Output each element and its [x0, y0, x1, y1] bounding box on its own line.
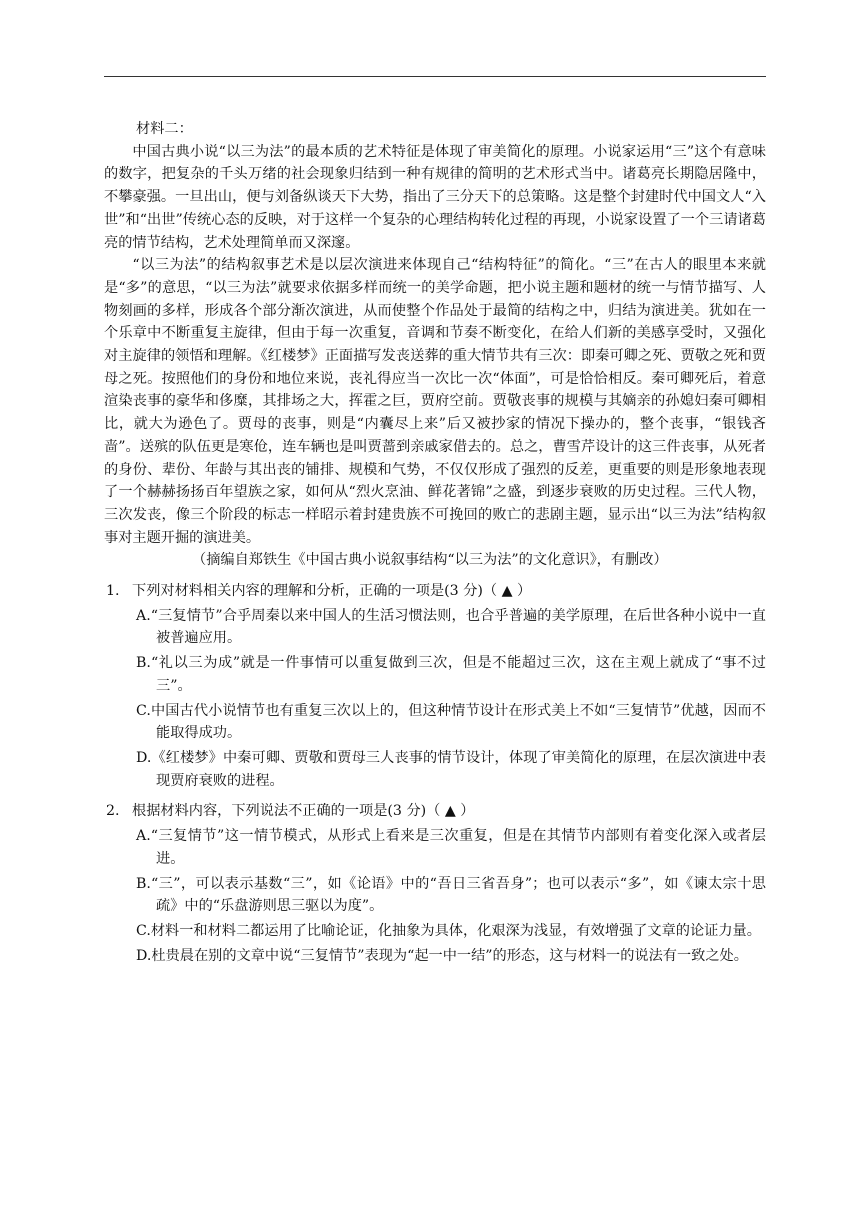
option-b	[104, 873, 766, 918]
option-c	[104, 920, 766, 943]
option-c	[104, 700, 766, 745]
option-text: 材料一和材料二都运用了比喻论证，化抽象为具体，化艰深为浅显，有效增强了文章的论证力量。	[150, 922, 761, 939]
option-a	[104, 825, 766, 870]
question-number: 1.	[106, 583, 120, 600]
option-text: “三复情节”合乎周秦以来中国人的生活习惯法则，也合乎普遍的美学原理，在后世各种小说中一直被普遍应用。	[150, 607, 766, 647]
question-text: 下列对材料相关内容的理解和分析，正确的一项是(3 分)（ ▲ ）	[132, 583, 532, 600]
option-letter: A.	[136, 828, 151, 845]
material-title: 材料二：	[136, 121, 193, 137]
header-rule	[104, 76, 766, 77]
question-1	[104, 580, 766, 792]
option-text: 《红楼梦》中秦可卿、贾敬和贾母三人丧事的情节设计，体现了审美简化的原理，在层次演进中表现贾府衰败的进程。	[151, 749, 766, 789]
option-text: “三复情节”这一情节模式，从形式上看来是三次重复，但是在其情节内部则有着变化深入或者层进。	[150, 828, 766, 867]
material-paragraph-2: “以三为法”的结构叙事艺术是以层次演进来体现自己“结构特征”的简化。“三”在古人的眼里本来就是“多”的意思，“以三为法”就要求依据多样而统一的美学命题，把小说主题和题材的统一与情节描写、人物刻画的多样，形成各个部分渐次演进，从而使整个作品处于最简的结构之中，归结为演进美。犹如在一个乐章中不断重复主旋律，但由于每一次重复，音调和节奏不断变化，在给人们新的美感享受时，又强化对主旋律的领悟和理解。《红楼梦》正面描写发丧送葬的重大情节共有三次：即秦可卿之死、贾敬之死和贾母之死。按照他们的身份和地位来说，丧礼得应当一次比一次“体面”，可是恰恰相反。秦可卿死后，着意渲染丧事的豪华和侈糜，其排场之大，挥霍之巨，贾府空前。贾敬丧事的规模与其嫡亲的孙媳妇秦可卿相比，就大为逊色了。贾母的丧事，则是“内囊尽上来”后又被抄家的情况下操办的，整个丧事，“银钱吝啬”。送殡的队伍更是寒伧，连车辆也是叫贾蔷到亲戚家借去的。总之，曹雪芹设计的这三件丧事，从死者的身份、辈份、年龄与其出丧的铺排、规模和气势，不仅仅形成了强烈的反差，更重要的则是形象地表现了一个赫赫扬扬百年望族之家，如何从“烈火烹油、鲜花著锦”之盛，到逐步衰败的历史过程。三代人物，三次发丧，像三个阶段的标志一样昭示着封建贵族不可挽回的败亡的悲剧主题，显示出“以三为法”结构叙事对主题开掘的演进美。	[104, 257, 766, 546]
source-citation: （摘编自郑铁生《中国古典小说叙事结构“以三为法”的文化意识》，有删改）	[192, 552, 668, 569]
option-text: “三”，可以表示基数“三”，如《论语》中的“吾日三省吾身”；也可以表示“多”，如《谏太宗十思疏》中的“乐盘游则思三驱以为度”。	[150, 875, 766, 915]
option-d	[104, 945, 766, 968]
option-text: 中国古代小说情节也有重复三次以上的，但这种情节设计在形式美上不如“三复情节”优越，因而不能取得成功。	[150, 702, 766, 742]
option-d	[104, 747, 766, 792]
option-letter: A.	[136, 607, 151, 624]
option-text: 杜贵晨在别的文章中说“三复情节”表现为“起一中一结”的形态，这与材料一的说法有一致之处。	[151, 947, 748, 964]
question-stem	[104, 800, 766, 823]
question-text: 根据材料内容，下列说法不正确的一项是(3 分)（ ▲ ）	[132, 803, 475, 820]
option-letter: B.	[136, 655, 151, 672]
option-letter: D.	[136, 947, 152, 964]
option-b	[104, 652, 766, 697]
question-stem	[104, 580, 766, 603]
option-a	[104, 605, 766, 650]
option-letter: C.	[136, 702, 151, 719]
question-number: 2.	[106, 803, 120, 820]
option-letter: B.	[136, 875, 151, 892]
document-body	[104, 118, 766, 967]
question-2	[104, 800, 766, 967]
option-text: “礼以三为成”就是一件事情可以重复做到三次，但是不能超过三次，这在主观上就成了“事不过三”。	[150, 655, 766, 694]
option-letter: D.	[136, 749, 152, 766]
material-paragraph-1: 中国古典小说“以三为法”的最本质的艺术特征是体现了审美简化的原理。小说家运用“三”这个有意味的数字，把复杂的千头万绪的社会现象归结到一种有规律的简明的艺术形式当中。诸葛亮长期隐居隆中，不攀豪强。一旦出山，便与刘备纵谈天下大势，指出了三分天下的总策略。这是整个封建时代中国文人“入世”和“出世”传统心态的反映，对于这样一个复杂的心理结构转化过程的再现，小说家设置了一个三请诸葛亮的情节结构，艺术处理简单而又深邃。	[104, 143, 766, 251]
option-letter: C.	[136, 922, 151, 939]
